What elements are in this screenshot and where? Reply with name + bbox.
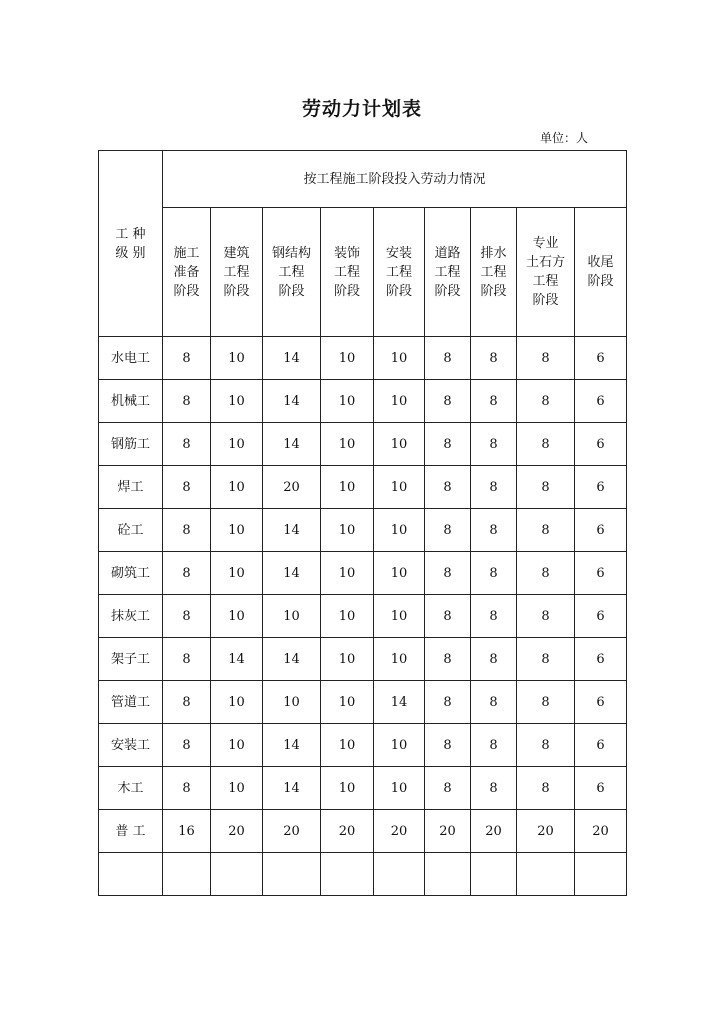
phase-header-line: 道路 xyxy=(434,245,461,261)
value-cell: 8 xyxy=(471,724,517,767)
value-cell: 8 xyxy=(425,466,471,509)
phase-header xyxy=(471,208,517,337)
value-cell: 14 xyxy=(263,423,321,466)
value-cell: 10 xyxy=(321,380,374,423)
value-cell: 6 xyxy=(575,380,627,423)
value-cell: 8 xyxy=(517,638,575,681)
phase-header-line: 建筑 xyxy=(223,245,250,261)
value-cell: 8 xyxy=(425,681,471,724)
value-cell: 8 xyxy=(471,337,517,380)
trade-cell xyxy=(99,853,163,896)
table-row xyxy=(99,509,627,552)
value-cell: 10 xyxy=(211,380,263,423)
phase-header-line: 工程 xyxy=(434,264,461,280)
value-cell: 10 xyxy=(374,638,425,681)
value-cell: 10 xyxy=(374,767,425,810)
value-cell: 10 xyxy=(211,595,263,638)
value-cell: 10 xyxy=(374,724,425,767)
trade-cell: 砼工 xyxy=(99,509,163,552)
value-cell xyxy=(321,853,374,896)
value-cell: 8 xyxy=(471,380,517,423)
value-cell: 6 xyxy=(575,681,627,724)
phase-header-line: 阶段 xyxy=(587,274,614,289)
value-cell: 14 xyxy=(263,337,321,380)
value-cell: 10 xyxy=(321,423,374,466)
value-cell: 10 xyxy=(374,509,425,552)
value-cell: 8 xyxy=(471,552,517,595)
group-header: 按工程施工阶段投入劳动力情况 xyxy=(163,151,627,208)
table-row xyxy=(99,638,627,681)
value-cell: 10 xyxy=(374,595,425,638)
value-cell: 20 xyxy=(471,810,517,853)
table-row xyxy=(99,337,627,380)
value-cell: 8 xyxy=(425,638,471,681)
trade-cell: 安装工 xyxy=(99,724,163,767)
phase-header xyxy=(163,208,211,337)
phase-header-line: 装饰 xyxy=(333,245,360,261)
value-cell: 8 xyxy=(471,681,517,724)
phase-header-line: 阶段 xyxy=(532,293,559,308)
phase-header xyxy=(263,208,321,337)
phase-header-line: 收尾 xyxy=(587,255,614,270)
value-cell: 8 xyxy=(163,380,211,423)
phase-header-line: 工程 xyxy=(223,264,250,280)
value-cell: 8 xyxy=(163,638,211,681)
value-cell: 6 xyxy=(575,595,627,638)
phase-header xyxy=(575,208,627,337)
value-cell: 20 xyxy=(425,810,471,853)
value-cell xyxy=(425,853,471,896)
phase-header-row xyxy=(99,208,627,337)
trade-cell: 普 工 xyxy=(99,810,163,853)
value-cell: 8 xyxy=(163,466,211,509)
value-cell: 8 xyxy=(517,380,575,423)
value-cell: 10 xyxy=(321,681,374,724)
value-cell: 8 xyxy=(163,509,211,552)
value-cell: 8 xyxy=(471,509,517,552)
value-cell: 10 xyxy=(321,337,374,380)
trade-cell: 砌筑工 xyxy=(99,552,163,595)
value-cell: 8 xyxy=(517,724,575,767)
value-cell: 10 xyxy=(321,552,374,595)
phase-header-line: 工程 xyxy=(385,264,412,280)
value-cell: 8 xyxy=(425,595,471,638)
phase-header-line: 排水 xyxy=(480,245,507,261)
table-row xyxy=(99,423,627,466)
phase-header-line: 土石方 xyxy=(525,255,565,270)
unit-label: 单位：人 xyxy=(540,131,589,145)
table-row xyxy=(99,466,627,509)
phase-header-line: 工程 xyxy=(333,264,360,280)
value-cell: 10 xyxy=(321,638,374,681)
value-cell: 14 xyxy=(263,724,321,767)
value-cell: 8 xyxy=(425,423,471,466)
value-cell: 8 xyxy=(471,595,517,638)
phase-header-line: 阶段 xyxy=(333,283,360,299)
value-cell: 6 xyxy=(575,724,627,767)
value-cell: 20 xyxy=(321,810,374,853)
value-cell: 10 xyxy=(211,423,263,466)
phase-header xyxy=(425,208,471,337)
header-row xyxy=(99,151,627,208)
table-row xyxy=(99,810,627,853)
value-cell: 20 xyxy=(263,810,321,853)
value-cell: 8 xyxy=(163,337,211,380)
value-cell: 10 xyxy=(211,724,263,767)
value-cell: 8 xyxy=(471,767,517,810)
value-cell: 6 xyxy=(575,767,627,810)
trade-cell: 焊工 xyxy=(99,466,163,509)
value-cell: 20 xyxy=(263,466,321,509)
trade-cell: 木工 xyxy=(99,767,163,810)
value-cell: 8 xyxy=(517,681,575,724)
value-cell: 8 xyxy=(425,767,471,810)
value-cell: 10 xyxy=(321,767,374,810)
table-row xyxy=(99,595,627,638)
value-cell: 6 xyxy=(575,509,627,552)
value-cell: 8 xyxy=(517,552,575,595)
value-cell: 10 xyxy=(263,595,321,638)
table-row xyxy=(99,853,627,896)
value-cell: 10 xyxy=(374,380,425,423)
value-cell: 8 xyxy=(425,724,471,767)
phase-header xyxy=(211,208,263,337)
value-cell: 10 xyxy=(211,509,263,552)
value-cell: 8 xyxy=(425,380,471,423)
trade-cell: 水电工 xyxy=(99,337,163,380)
phase-header xyxy=(517,208,575,337)
value-cell xyxy=(471,853,517,896)
value-cell: 8 xyxy=(517,423,575,466)
value-cell: 8 xyxy=(517,509,575,552)
value-cell xyxy=(517,853,575,896)
table-row xyxy=(99,724,627,767)
value-cell: 14 xyxy=(263,638,321,681)
trade-cell: 抹灰工 xyxy=(99,595,163,638)
value-cell: 10 xyxy=(321,724,374,767)
value-cell: 8 xyxy=(163,724,211,767)
value-cell: 16 xyxy=(163,810,211,853)
table-row xyxy=(99,767,627,810)
value-cell: 14 xyxy=(211,638,263,681)
value-cell: 6 xyxy=(575,552,627,595)
value-cell: 14 xyxy=(374,681,425,724)
value-cell: 6 xyxy=(575,466,627,509)
table-row xyxy=(99,552,627,595)
value-cell: 10 xyxy=(263,681,321,724)
value-cell: 10 xyxy=(374,337,425,380)
value-cell: 14 xyxy=(263,509,321,552)
phase-header-line: 阶段 xyxy=(173,283,200,299)
value-cell: 20 xyxy=(575,810,627,853)
trade-cell: 管道工 xyxy=(99,681,163,724)
value-cell: 10 xyxy=(211,337,263,380)
corner-header xyxy=(99,151,163,337)
trade-cell: 钢筋工 xyxy=(99,423,163,466)
phase-header-line: 阶段 xyxy=(223,283,250,299)
phase-header-line: 工程 xyxy=(532,274,559,289)
value-cell xyxy=(263,853,321,896)
value-cell: 8 xyxy=(425,552,471,595)
value-cell: 8 xyxy=(517,466,575,509)
phase-header-line: 工程 xyxy=(278,264,305,280)
phase-header-line: 施工 xyxy=(173,245,200,261)
value-cell xyxy=(163,853,211,896)
value-cell: 8 xyxy=(425,337,471,380)
value-cell: 20 xyxy=(211,810,263,853)
value-cell: 8 xyxy=(163,595,211,638)
value-cell: 14 xyxy=(263,552,321,595)
value-cell: 8 xyxy=(517,767,575,810)
phase-header-line: 准备 xyxy=(173,264,200,280)
table-row xyxy=(99,380,627,423)
corner-header-line: 级 别 xyxy=(115,245,146,261)
value-cell: 14 xyxy=(263,380,321,423)
page-title: 劳动力计划表 xyxy=(301,98,422,120)
value-cell: 10 xyxy=(374,466,425,509)
phase-header xyxy=(321,208,374,337)
value-cell: 10 xyxy=(321,509,374,552)
phase-header-line: 安装 xyxy=(385,245,412,261)
value-cell: 10 xyxy=(321,595,374,638)
value-cell: 8 xyxy=(163,767,211,810)
value-cell: 10 xyxy=(211,767,263,810)
phase-header-line: 阶段 xyxy=(480,283,507,299)
value-cell: 8 xyxy=(517,337,575,380)
labor-plan-table xyxy=(98,150,627,896)
value-cell: 8 xyxy=(471,466,517,509)
corner-header-line: 工 种 xyxy=(115,226,146,242)
phase-header xyxy=(374,208,425,337)
value-cell: 6 xyxy=(575,638,627,681)
value-cell: 8 xyxy=(517,595,575,638)
value-cell: 10 xyxy=(211,552,263,595)
value-cell: 10 xyxy=(321,466,374,509)
table-row xyxy=(99,681,627,724)
phase-header-line: 阶段 xyxy=(385,283,412,299)
value-cell: 20 xyxy=(374,810,425,853)
value-cell: 10 xyxy=(211,681,263,724)
phase-header-line: 钢结构 xyxy=(271,245,311,261)
value-cell: 14 xyxy=(263,767,321,810)
phase-header-line: 阶段 xyxy=(278,283,305,299)
trade-cell: 机械工 xyxy=(99,380,163,423)
value-cell: 10 xyxy=(374,423,425,466)
phase-header-line: 专业 xyxy=(532,236,559,251)
value-cell: 8 xyxy=(471,638,517,681)
phase-header-line: 阶段 xyxy=(434,283,461,299)
value-cell: 8 xyxy=(471,423,517,466)
value-cell xyxy=(575,853,627,896)
value-cell: 8 xyxy=(425,509,471,552)
value-cell xyxy=(374,853,425,896)
trade-cell: 架子工 xyxy=(99,638,163,681)
value-cell xyxy=(211,853,263,896)
value-cell: 6 xyxy=(575,423,627,466)
value-cell: 6 xyxy=(575,337,627,380)
phase-header-line: 工程 xyxy=(480,264,507,280)
value-cell: 8 xyxy=(163,423,211,466)
value-cell: 8 xyxy=(163,552,211,595)
value-cell: 20 xyxy=(517,810,575,853)
value-cell: 10 xyxy=(211,466,263,509)
value-cell: 8 xyxy=(163,681,211,724)
value-cell: 10 xyxy=(374,552,425,595)
